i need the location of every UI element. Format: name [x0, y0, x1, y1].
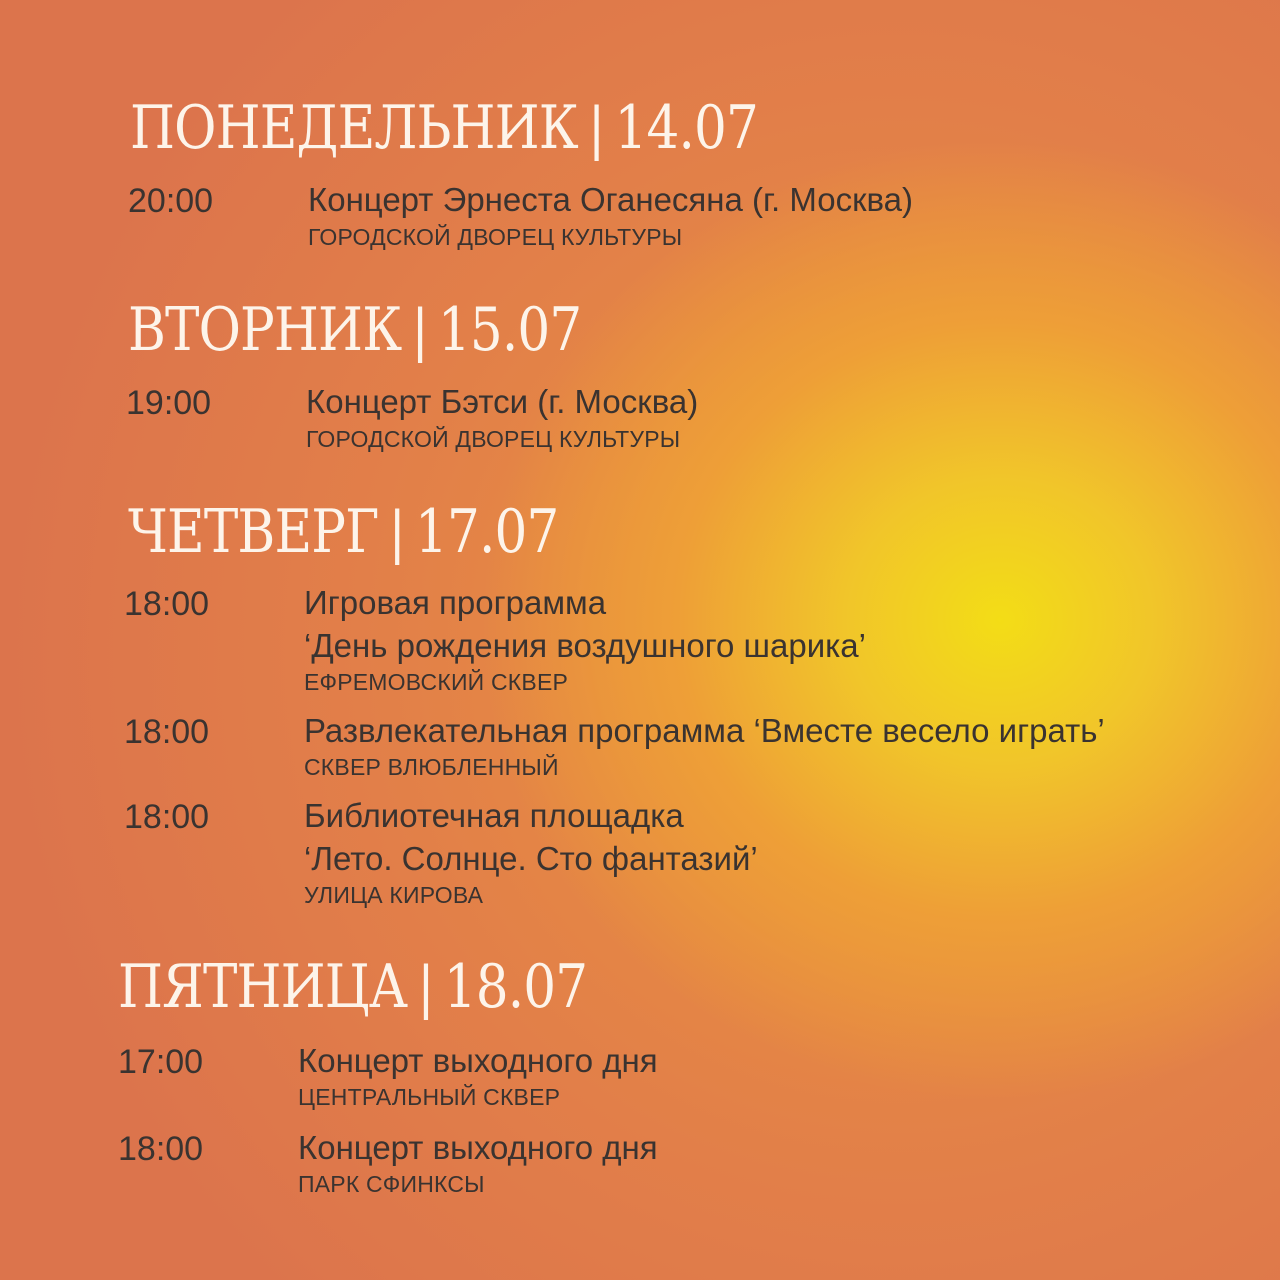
day-separator: |: [413, 296, 426, 363]
event-time: 18:00: [124, 713, 210, 751]
event-title-line1: Игровая программа: [304, 584, 607, 621]
day-heading-monday: [130, 93, 758, 163]
day-heading-friday: [118, 952, 588, 1022]
event-title: Концерт Бэтси (г. Москва): [306, 383, 699, 420]
day-name: ЧЕТВЕРГ: [128, 497, 379, 567]
day-separator: |: [390, 498, 404, 565]
day-date: 17.07: [415, 497, 559, 567]
day-date: 14.07: [614, 93, 758, 163]
day-separator: |: [589, 94, 603, 161]
event-time: 18:00: [124, 585, 210, 623]
event-title: Концерт выходного дня: [298, 1042, 658, 1079]
day-name: ПЯТНИЦА: [118, 952, 408, 1022]
event-title-line2: ‘День рождения воздушного шарика’: [304, 627, 866, 664]
event-venue: ЕФРЕМОВСКИЙ СКВЕР: [304, 669, 569, 695]
event-venue: ГОРОДСКОЙ ДВОРЕЦ КУЛЬТУРЫ: [308, 224, 683, 250]
event-venue: ЦЕНТРАЛЬНЫЙ СКВЕР: [298, 1084, 561, 1110]
event-venue: СКВЕР ВЛЮБЛЕННЫЙ: [304, 754, 559, 780]
day-date: 15.07: [437, 295, 582, 365]
day-heading-tuesday: [128, 295, 582, 365]
event-time: 19:00: [126, 384, 212, 422]
day-separator: |: [419, 953, 432, 1020]
event-time: 17:00: [118, 1043, 204, 1081]
event-venue: ГОРОДСКОЙ ДВОРЕЦ КУЛЬТУРЫ: [306, 426, 681, 452]
event-title: Концерт выходного дня: [298, 1129, 658, 1166]
event-title: Концерт Эрнеста Оганесяна (г. Москва): [308, 181, 914, 218]
event-time: 20:00: [128, 182, 214, 220]
event-venue: ПАРК СФИНКСЫ: [298, 1171, 485, 1197]
event-title: Развлекательная программа ‘Вместе весело играть’: [304, 712, 1105, 749]
day-heading-thursday: [128, 497, 559, 567]
day-name: ВТОРНИК: [128, 295, 402, 365]
event-title-line1: Библиотечная площадка: [304, 797, 684, 834]
event-time: 18:00: [118, 1130, 204, 1168]
day-name: ПОНЕДЕЛЬНИК: [130, 93, 578, 163]
event-venue: УЛИЦА КИРОВА: [304, 882, 484, 908]
event-time: 18:00: [124, 798, 210, 836]
event-title-line2: ‘Лето. Солнце. Сто фантазий’: [304, 840, 758, 877]
day-date: 18.07: [443, 952, 588, 1022]
